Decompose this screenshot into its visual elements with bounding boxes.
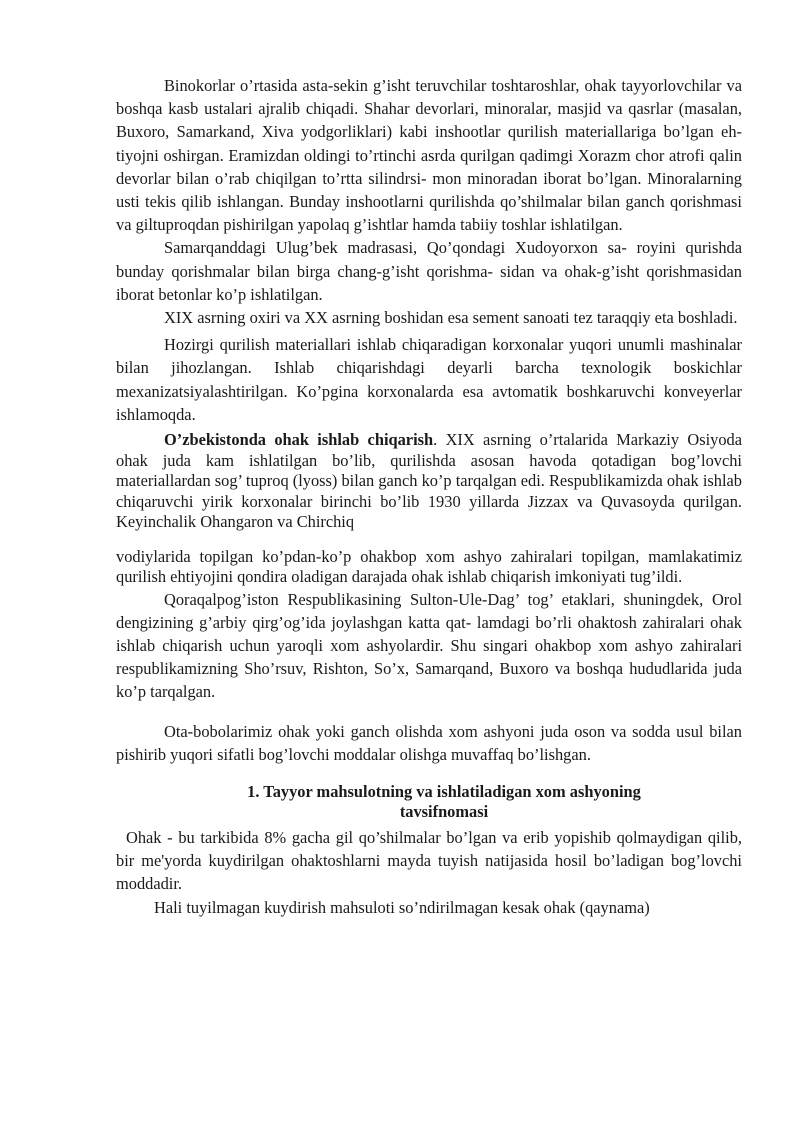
section-heading	[116, 782, 742, 822]
paragraph-samarkand-buildings: Samarqanddagi Ulug’bek madrasasi, Qo’qondagi Xudoyorxon sa- royini qurishda bunday qorishmalar bilan birga chang-g’isht qorishma- sidan va ohak-g’isht qorishmasidan iborat betonlar ko’p ishlatilgan.	[116, 238, 742, 304]
paragraph-unslaked-lime: Hali tuyilmagan kuydirish mahsuloti so’ndirilmagan kesak ohak (qaynama)	[154, 897, 650, 917]
paragraph-karakalpakstan-reserves: Qoraqalpog’iston Respublikasining Sulton-Ule-Dag’ tog’ etaklari, shuningdek, Orol dengizining g’arbiy qirg’og’ida joylashgan katta qat- lamdagi bo’rli ohaktosh zahiralari ohak ishlab chiqarish uchun yaroqli xom ashyolardir. Shu singari ohakbop xom ashyo zahiralari respublikamizning Sho’rsuv, Rishton, So’x, Samarqand, Buxoro va boshqa hududlarida juda ko’p tarqalgan.	[116, 589, 742, 702]
paragraph-cement-industry: XIX asrning oxiri va XX asrning boshidan esa sement sanoati tez taraqqiy eta boshladi.	[164, 308, 738, 328]
paragraph-valley-reserves: vodiylarida topilgan ko’pdan-ko’p ohakbop xom ashyo zahiralari topilgan, mamlakatimiz qurilish ehtiyojini qondira oladigan darajada ohak ishlab chiqarish imkoniyati tug’ildi.	[116, 546, 742, 587]
section-heading-line-1: 1. Tayyor mahsulotning va ishlatiladigan xom ashyoning	[247, 781, 641, 801]
paragraph-lime-definition: Ohak - bu tarkibida 8% gacha gil qo’shilmalar bo’lgan va erib yopishib qolmaydigan qilib, bir me'yorda kuydirilgan ohaktoshlarni mayda tuyish natijasida hosil bo’ladigan bog’lovchi moddadir.	[116, 827, 742, 894]
section-lead-text: . XIX asrning o’rtalarida Markaziy Osiyoda ohak juda kam ishlatilgan bo’lib, qurilishda asosan havoda qotadigan bog’lovchi materiallardan sog’ tuproq (lyoss) bilan ganch ko’p tarqalgan edi. Respublikamizda ohak ishlab chiqaruvchi yirik korxonalar birinchi bo’lib 1930 yillarda Jizzax va Quvasoyda qurilgan. Keyinchalik Ohangaron va Chirchiq	[116, 430, 743, 532]
section-lead-bold: O’zbekistonda ohak ishlab chiqarish	[164, 430, 434, 450]
paragraph-ancestors-method: Ota-bobolarimiz ohak yoki ganch olishda xom ashyoni juda oson va sodda usul bilan pishirib yuqori sifatli bog’lovchi moddalar olishga muvaffaq bo’lishgan.	[116, 721, 742, 764]
paragraph-modern-enterprises: Hozirgi qurilish materiallari ishlab chiqaradigan korxonalar yuqori unumli mashinalar bilan jihozlangan. Ishlab chiqarishdagi deyarli barcha texnologik boskichlar mexanizatsiyalashtirilgan. Ko’pgina korxonalarda esa avtomatik boshkaruvchi konveyerlar ishlamoqda.	[116, 335, 742, 424]
document-page	[116, 74, 742, 919]
paragraph-lime-production-uzbekistan	[116, 430, 742, 533]
section-heading-line-2: tavsifnomasi	[399, 801, 489, 821]
paragraph-history-builders: Binokorlar o’rtasida asta-sekin g’isht teruvchilar toshtaroshlar, ohak tayyorlovchilar va boshqa kasb ustalari ajralib chiqadi. Shahar devorlari, minoralar, masjid va qasrlar (masalan, Buxoro, Samarkand, Xiva yodgorliklari) kabi inshootlar qurilish materiallariga bo’lgan eh- tiyojni oshirgan. Eramizdan oldingi to’rtinchi asrda qurilgan qadimgi Xorazm chor atrofi qalin devorlar bilan o’rab chiqilgan to’rtta silindrsi- mon minoradan iborat bo’lgan. Minoralarning usti tekis qilib ishlangan. Bunday inshootlarni qurilishda qo’shilmalar bilan ganch qorishmasi va giltuproqdan pishirilgan yapolaq g’ishtlar hamda tabiiy toshlar ishlatilgan.	[116, 76, 742, 235]
